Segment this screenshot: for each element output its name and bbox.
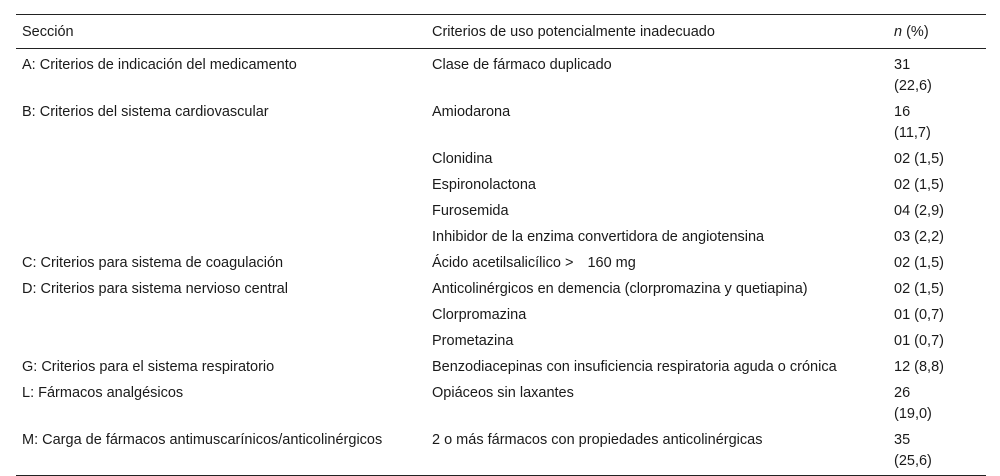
cell-criterion: Opiáceos sin laxantes: [432, 385, 574, 401]
table-row: [16, 381, 986, 428]
cell-n: [888, 428, 986, 476]
cell-n: 01 (0,7): [894, 333, 944, 349]
cell-criterion: Benzodiacepinas con insuficiencia respiratoria aguda o crónica: [432, 359, 837, 375]
header-criteria: Criterios de uso potencialmente inadecuado: [432, 24, 715, 40]
cell-criterion: Clorpromazina: [432, 307, 527, 323]
cell-criterion-text: Ácido acetilsalicílico >: [432, 255, 574, 271]
header-percent: (%): [902, 24, 929, 40]
cell-section: [16, 225, 426, 251]
cell-n-percent: (25,6): [894, 453, 932, 469]
cell-section: M: Carga de fármacos antimuscarínicos/anticolinérgicos: [22, 432, 383, 448]
cell-section: [16, 173, 426, 199]
cell-section: [16, 303, 426, 329]
cell-section: G: Criterios para el sistema respiratorio: [22, 359, 275, 375]
table-row: [16, 355, 986, 381]
cell-criterion-dose: 160 mg: [587, 255, 636, 271]
cell-criterion: Espironolactona: [432, 177, 536, 193]
cell-n-percent: (22,6): [894, 78, 932, 94]
table-row: [16, 199, 986, 225]
cell-section: D: Criterios para sistema nervioso central: [22, 281, 288, 297]
table-row: [16, 100, 986, 147]
cell-criterion: Clonidina: [432, 151, 493, 167]
cell-n-value: 26: [894, 385, 911, 401]
cell-criterion: Inhibidor de la enzima convertidora de angiotensina: [432, 229, 765, 245]
cell-section: [16, 329, 426, 355]
table-row: [16, 173, 986, 199]
table-row: [16, 428, 986, 476]
cell-section: L: Fármacos analgésicos: [22, 385, 184, 401]
table-row: [16, 49, 986, 101]
cell-n: 03 (2,2): [894, 229, 944, 245]
cell-section: [16, 199, 426, 225]
cell-section: C: Criterios para sistema de coagulación: [22, 255, 284, 271]
table-row: [16, 303, 986, 329]
cell-n-percent: (19,0): [894, 406, 932, 422]
cell-n-percent: (11,7): [894, 125, 931, 141]
cell-n: 02 (1,5): [894, 151, 944, 167]
criteria-table-container: [16, 14, 986, 476]
cell-criterion: Amiodarona: [432, 104, 511, 120]
table-row: [16, 329, 986, 355]
cell-criterion: Prometazina: [432, 333, 514, 349]
cell-section: [16, 147, 426, 173]
header-n-percent: [888, 15, 986, 49]
cell-section: A: Criterios de indicación del medicamento: [22, 57, 297, 73]
cell-n-value: 31: [894, 57, 911, 73]
table-row: [16, 277, 986, 303]
cell-n: [888, 381, 986, 428]
table-header-row: [16, 15, 986, 49]
cell-criterion: Clase de fármaco duplicado: [432, 57, 612, 73]
cell-n: 12 (8,8): [894, 359, 944, 375]
cell-n: 02 (1,5): [894, 255, 944, 271]
cell-n: 02 (1,5): [894, 177, 944, 193]
cell-criterion: 2 o más fármacos con propiedades anticolinérgicas: [432, 432, 763, 448]
header-section: Sección: [22, 24, 74, 40]
cell-n: [888, 100, 986, 147]
cell-criterion: Furosemida: [432, 203, 509, 219]
cell-n-value: 16: [894, 104, 911, 120]
cell-n: 04 (2,9): [894, 203, 944, 219]
header-n-italic: n: [894, 24, 903, 40]
table-row: [16, 225, 986, 251]
cell-n: 01 (0,7): [894, 307, 944, 323]
cell-n-value: 35: [894, 432, 911, 448]
criteria-table: [16, 14, 986, 476]
table-row: [16, 251, 986, 277]
cell-criterion: [426, 251, 888, 277]
cell-section: B: Criterios del sistema cardiovascular: [22, 104, 269, 120]
cell-criterion: Anticolinérgicos en demencia (clorpromazina y quetiapina): [432, 281, 808, 297]
cell-n: [888, 49, 986, 101]
cell-n: 02 (1,5): [894, 281, 944, 297]
table-row: [16, 147, 986, 173]
